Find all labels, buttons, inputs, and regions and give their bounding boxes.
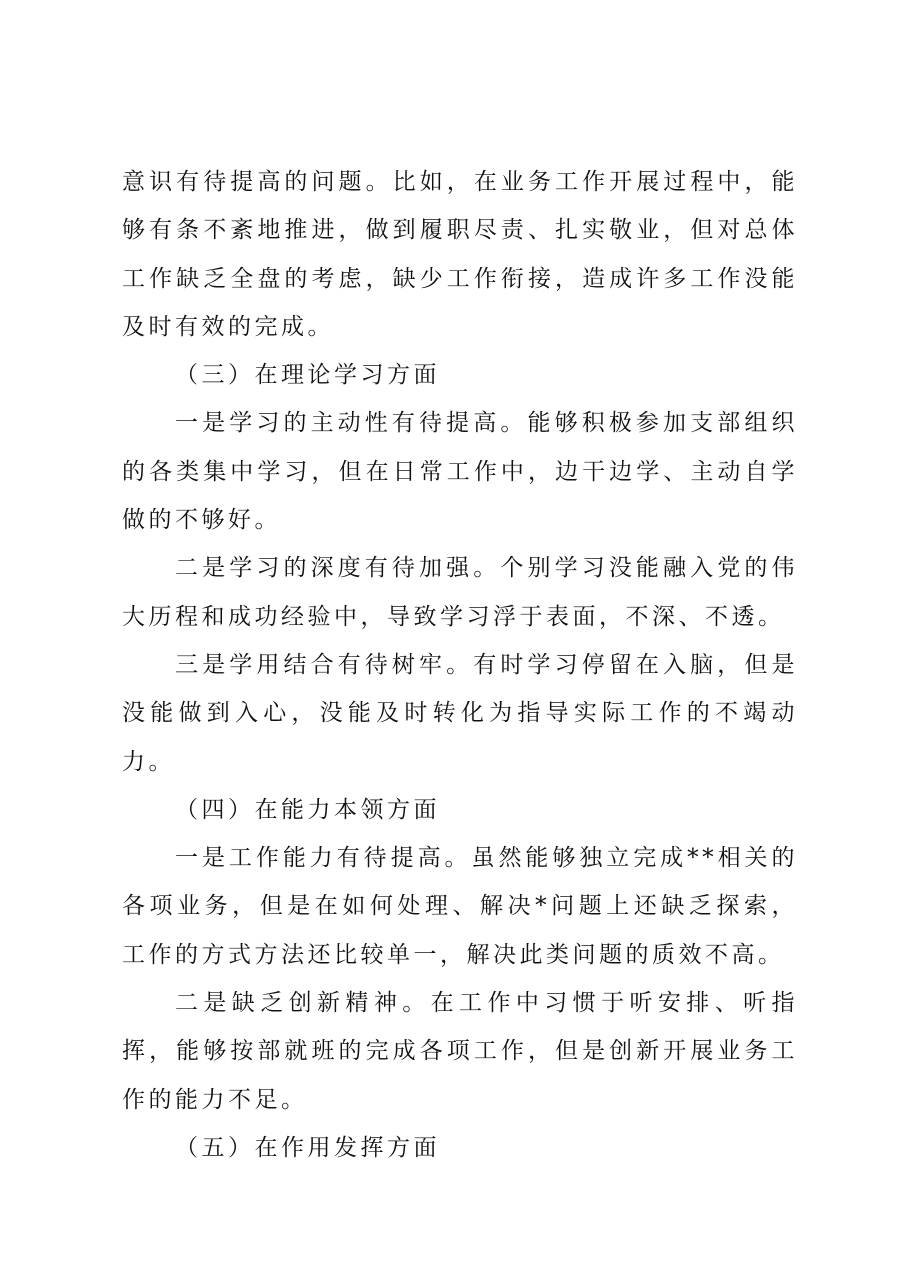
paragraph-study-depth: 二是学习的深度有待加强。个别学习没能融入党的伟大历程和成功经验中，导致学习浮于表面，不深、不透。	[122, 555, 798, 630]
document-body	[122, 158, 798, 1172]
paragraph-study-application: 三是学用结合有待树牢。有时学习停留在入脑，但是没能做到入心，没能及时转化为指导实际工作的不竭动力。	[122, 651, 798, 775]
section-heading-role: （五）在作用发挥方面	[175, 1134, 440, 1161]
paragraph-work-ability: 一是工作能力有待提高。虽然能够独立完成**相关的各项业务，但是在如何处理、解决*问题上还缺乏探索，工作的方式方法还比较单一，解决此类问题的质效不高。	[122, 845, 798, 968]
paragraph-continued: 意识有待提高的问题。比如，在业务工作开展过程中，能够有条不紊地推进，做到履职尽责、扎实敬业，但对总体工作缺乏全盘的考虑，缺少工作衔接，造成许多工作没能及时有效的完成。	[122, 169, 798, 340]
paragraph-innovation: 二是缺乏创新精神。在工作中习惯于听安排、听指挥，能够按部就班的完成各项工作，但是创新开展业务工作的能力不足。	[122, 990, 798, 1113]
section-heading-theory-study: （三）在理论学习方面	[175, 362, 440, 389]
paragraph-study-initiative: 一是学习的主动性有待提高。能够积极参加支部组织的各类集中学习，但在日常工作中，边干边学、主动自学做的不够好。	[122, 410, 798, 534]
section-heading-ability: （四）在能力本领方面	[175, 796, 440, 823]
